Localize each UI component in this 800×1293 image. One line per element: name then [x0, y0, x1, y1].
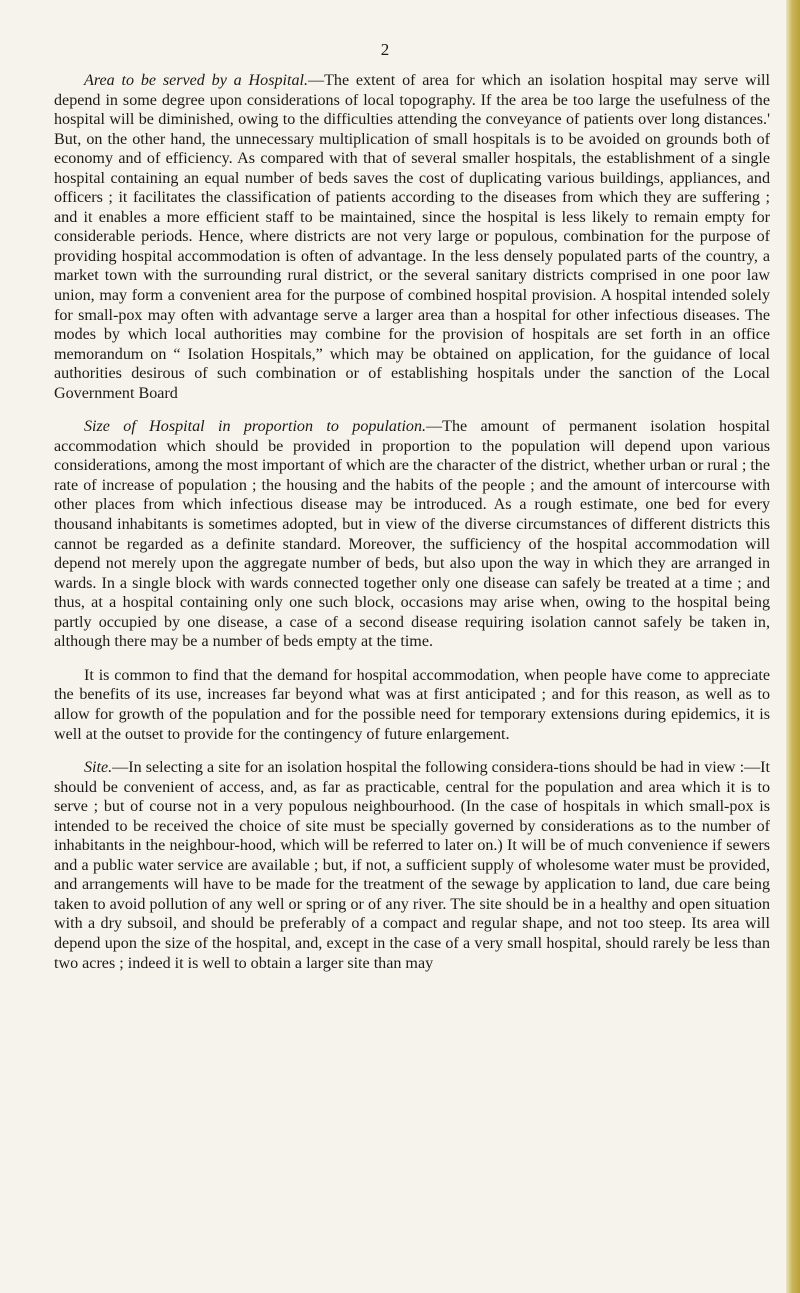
document-body: [54, 71, 770, 987]
page-edge: [786, 0, 800, 1293]
paragraph-text: It is common to find that the demand for hospital accommodation, when people have come to appreciate the benefits of its use, increases far beyond what was at first anticipated ; and for this reason, as well as to allow for growth of the population and for the possible need for temporary extensions during epidemics, it is well at the outset to provide for the contingency of future enlargement.: [54, 666, 770, 743]
paragraph-text: —The amount of permanent isolation hospital accommodation which should be provided in proportion to the population will depend upon various considerations, among the most important of which are the character of the district, whether urban or rural ; the rate of increase of population ; the housing and the habits of the people ; and the amount of intercourse with other places from which infectious disease may be introduced. As a rough estimate, one bed for every thousand inhabitants is sometimes adopted, but in view of the diverse circumstances of different districts this cannot be regarded as a definite standard. Moreover, the sufficiency of the hospital accommodation will depend not merely upon the aggregate number of beds, but also upon the way in which they are arranged in wards. In a single block with wards connected together only one disease can safely be treated at a time ; and thus, at a hospital containing only one such block, occasions may arise when, owing to the hospital being partly occupied by one disease, a case of a second disease requiring isolation cannot safely be taken in, although there may be a number of beds empty at the time.: [54, 418, 770, 651]
paragraph-area-served: [54, 71, 770, 403]
paragraph-site: [54, 758, 770, 973]
paragraph-heading: Site.: [84, 759, 113, 777]
paragraph-text: —The extent of area for which an isolation hospital may serve will depend in some degree upon considerations of local topography. If the area be too large the usefulness of the hospital will be diminished, owing to the difficulties attending the conveyance of patients over long distances.' But, on the other hand, the unnecessary multiplication of small hospitals is to be avoided on grounds both of economy and of efficiency. As compared with that of several smaller hospitals, the establishment of a single hospital containing an equal number of beds saves the cost of duplicating various buildings, appliances, and officers ; it facilitates the classification of patients according to the diseases from which they are suffering ; and it enables a more efficient staff to be maintained, since the hospital is less likely to remain empty for considerable periods. Hence, where districts are not very large or populous, combination for the purpose of providing hospital accommodation is often of advantage. In the less densely populated parts of the country, a market town with the surrounding rural district, or the several sanitary districts comprised in one poor law union, may form a convenient area for the purpose of combined hospital provision. A hospital intended solely for small-pox may often with advantage serve a larger area than a hospital for other infectious diseases. The modes by which local authorities may combine for the provision of hospitals are set forth in an office memorandum on “ Isolation Hospitals,” which may be obtained on application, for the guidance of local authorities desirous of such combination or of establishing hospitals under the sanction of the Local Government Board: [54, 72, 770, 402]
paragraph-size-of-hospital: [54, 417, 770, 652]
page-number: 2: [380, 40, 390, 59]
paragraph-heading: Area to be served by a Hospital.: [84, 72, 308, 89]
paragraph-demand: [54, 666, 770, 744]
paragraph-heading: Size of Hospital in proportion to population.: [84, 418, 427, 436]
paragraph-text: —In selecting a site for an isolation hospital the following considera-tions should be had in view :—It should be convenient of access, and, as far as practicable, central for the population and area which it is to serve ; but of course not in a very populous neighbourhood. (In the case of hospitals in which small-pox is intended to be received the choice of site must be specially governed by considerations as to the number of inhabitants in the neighbour-hood, which will be referred to later on.) It will be of much convenience if sewers and a public water service are available ; but, if not, a sufficient supply of wholesome water must be provided, and arrangements will have to be made for the treatment of the sewage by application to land, due care being taken to avoid pollution of any well or spring or of any river. The site should be in a healthy and open situation with a dry subsoil, and should be preferably of a compact and regular shape, and not too steep. Its area will depend upon the size of the hospital, and, except in the case of a very small hospital, should rarely be less than two acres ; indeed it is well to obtain a larger site than may: [54, 759, 770, 972]
